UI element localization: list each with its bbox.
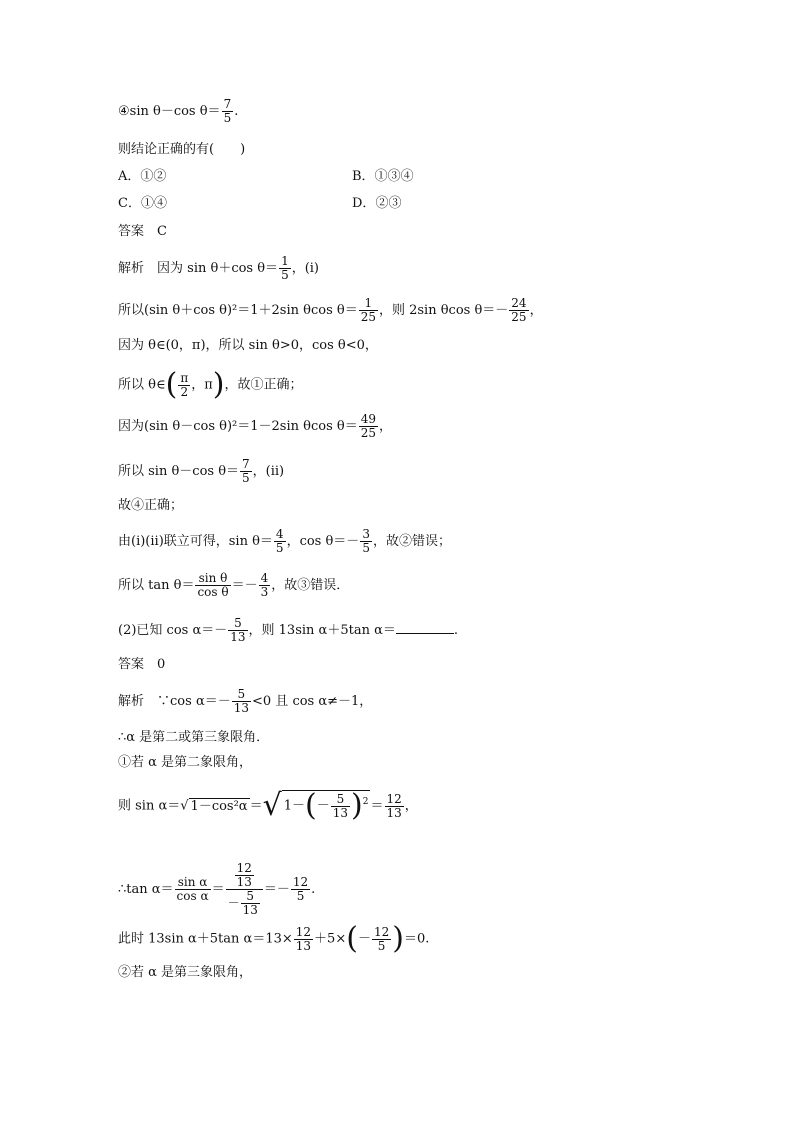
fraction: $\frac{7}{5}$: [223, 97, 232, 125]
analysis-line-7: 故④正确；: [118, 498, 184, 513]
analysis-line-8: 由(ⅰ)(ⅱ)联立可得，sin θ＝ $\frac{4}{5}$ ，cos θ＝－ $\frac{3}{5}$ ，故②错误；: [118, 527, 451, 555]
analysis-line-9: 所以 tan θ＝ $\frac{\text{sin θ}}{\text{cos θ}}$ ＝－ $\frac{4}{3}$ ，故③错误．: [118, 571, 350, 599]
q2-analysis-line-1: 解析 ∵cos α＝－ $\frac{5}{13}$ <0 且 cos α≠－1，: [118, 687, 373, 715]
analysis-line-5: 因为(sin θ－cos θ)²＝1－2sin θcos θ＝ $\frac{49}{25}$ ，: [118, 412, 392, 440]
q2-analysis-line-2: ∴α 是第二或第三象限角．: [118, 730, 270, 745]
choice-c: C．①④: [118, 196, 167, 211]
analysis-line-3: 因为 θ∈(0，π)，所以 sin θ>0，cos θ<0，: [118, 338, 378, 353]
q2-analysis-line-5: ∴tan α＝ $\frac{\text{sin α}}{\text{cos α}}$ ＝ $\frac{12}{13}$ － $\frac{5}{13}$ ＝－ $\frac{12}{5}$ .: [118, 861, 316, 917]
q2-analysis-line-4: 则 sin α＝√ 1－cos²α ＝√ 1－(－ $\frac{5}{13}$ )$^2$ ＝ $\frac{12}{13}$ ，: [118, 788, 418, 823]
answer-line-2: 答案 0: [118, 657, 166, 672]
choice-d: D．②③: [352, 196, 402, 211]
analysis-line-2: 所以(sin θ＋cos θ)²＝1＋2sin θcos θ＝ $\frac{1}{25}$ ，则 2sin θcos θ＝－ $\frac{24}{25}$ ，: [118, 296, 543, 324]
question-prompt: 则结论正确的有( ): [118, 142, 246, 157]
question-2-stem: (2)已知 cos α＝－ $\frac{5}{13}$ ，则 13sin α＋5tan α＝ .: [118, 616, 458, 644]
answer-line-1: 答案 C: [118, 224, 167, 239]
compound-fraction: $\frac{12}{13}$ － $\frac{5}{13}$: [226, 862, 263, 917]
choice-a: A．①②: [118, 169, 167, 184]
q2-analysis-line-7: ②若 α 是第三象限角，: [118, 965, 253, 980]
analysis-line-6: 所以 sin θ－cos θ＝ $\frac{7}{5}$ ，(ⅱ): [118, 457, 285, 485]
q2-analysis-line-3: ①若 α 是第二象限角，: [118, 755, 253, 770]
answer-blank[interactable]: [396, 621, 454, 634]
option-4-line: ④sin θ－cos θ＝ $\frac{7}{5}$ .: [118, 97, 239, 125]
q2-analysis-line-6: 此时 13sin α＋5tan α＝13× $\frac{12}{13}$ ＋5×(－ $\frac{12}{5}$ )＝0.: [118, 921, 430, 956]
analysis-line-1: 解析 因为 sin θ＋cos θ＝ $\frac{1}{5}$ ，(ⅰ): [118, 254, 320, 282]
analysis-line-4: 所以 θ∈( $\frac{\pi}{2}$ ，π)，故①正确；: [118, 367, 303, 402]
choice-b: B．①③④: [352, 169, 414, 184]
